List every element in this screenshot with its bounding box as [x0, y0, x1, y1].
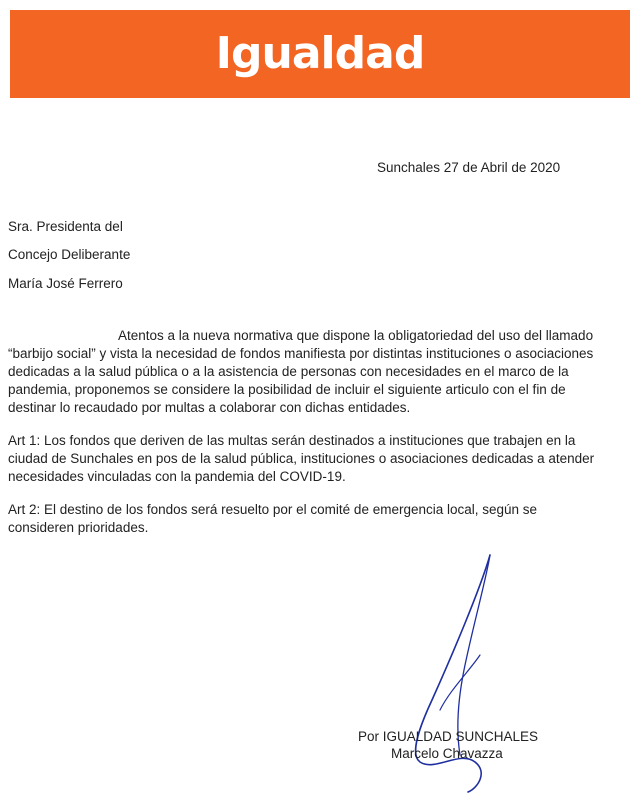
paragraph-line: ciudad de Sunchales en pos de la salud pública, instituciones o asociaciones dedicadas a atender	[8, 451, 595, 466]
recipient-line: Sra. Presidenta del	[8, 219, 123, 234]
recipient-line: Concejo Deliberante	[8, 247, 131, 262]
paragraph-line: dedicadas a la salud pública o a la asistencia de personas con necesidades en el marco de la	[8, 364, 569, 379]
paragraph-line: consideren prioridades.	[8, 520, 149, 535]
article-1-paragraph	[8, 432, 595, 486]
intro-paragraph	[8, 327, 594, 417]
sign-off-organization: Por IGUALDAD SUNCHALES	[358, 729, 539, 744]
paragraph-line: Art 2: El destino de los fondos será resuelto por el comité de emergencia local, según se	[8, 502, 538, 517]
paragraph-line: pandemia, proponemos se considere la posibilidad de incluir el siguiente articulo con el fin de	[8, 382, 566, 397]
paragraph-line: necesidades vinculadas con la pandemia del COVID-19.	[8, 469, 346, 484]
signature-stroke	[440, 655, 480, 710]
signature-stroke	[458, 555, 490, 755]
paragraph-line: destinar lo recaudado por multas a colaborar con dichas entidades.	[8, 400, 411, 415]
paragraph-line: Art 1: Los fondos que deriven de las multas serán destinados a instituciones que trabajen en la	[8, 433, 576, 448]
article-2-paragraph	[8, 501, 563, 537]
recipient-line: María José Ferrero	[8, 276, 123, 291]
letter-date: Sunchales 27 de Abril de 2020	[377, 160, 561, 175]
header-banner	[10, 10, 630, 98]
paragraph-line: Atentos a la nueva normativa que dispone la obligatoriedad del uso del llamado	[118, 328, 594, 343]
header-title: Igualdad	[215, 28, 425, 79]
sign-off-name: Marcelo Chavazza	[391, 746, 503, 761]
paragraph-line: “barbijo social” y vista la necesidad de fondos manifiesta por distintas instituciones o asociaciones	[8, 346, 594, 361]
